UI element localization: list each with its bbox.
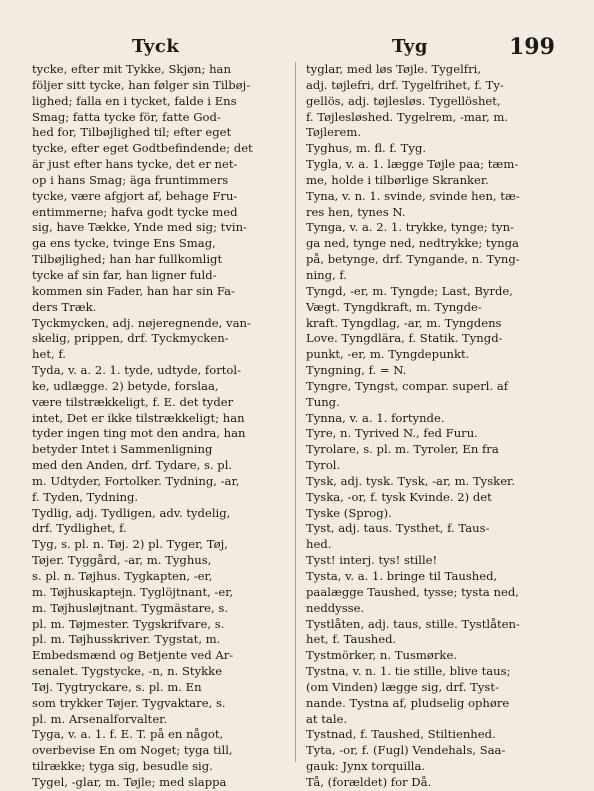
- text-line: på, betynge, drf. Tyngande, n. Tyng-: [306, 252, 520, 267]
- text-line: ders Træk.: [32, 299, 97, 314]
- text-line: Smag; fatta tycke för, fatte God-: [32, 109, 221, 124]
- text-line: Tystna, v. n. 1. tie stille, blive taus;: [306, 664, 511, 679]
- text-line: f. Tyden, Tydning.: [32, 489, 139, 504]
- text-line: Tyske (Sprog).: [306, 505, 392, 520]
- text-line: Tystlåten, adj. taus, stille. Tystlåten-: [306, 616, 520, 631]
- text-line: Tyda, v. a. 2. 1. tyde, udtyde, fortol-: [32, 363, 241, 378]
- column-divider: [295, 62, 296, 762]
- text-line: tycke, efter eget Godtbefindende; det: [32, 141, 253, 156]
- page-header: [0, 0, 594, 58]
- text-line: är just efter hans tycke, det er net-: [32, 157, 238, 172]
- text-line: være tilstrækkeligt, f. E. det tyder: [32, 394, 234, 409]
- text-line: intet, Det er ikke tilstrækkeligt; han: [32, 410, 245, 425]
- text-line: ke, udlægge. 2) betyde, forslaa,: [32, 378, 219, 393]
- text-line: Tyckmycken, adj. nøjeregnende, van-: [32, 315, 251, 330]
- text-line: drf. Tydlighet, f.: [32, 521, 127, 536]
- text-line: tycke af sin far, han ligner fuld-: [32, 267, 217, 282]
- text-line: Tyska, -or, f. tysk Kvinde. 2) det: [306, 489, 492, 504]
- text-line: Tynna, v. a. 1. fortynde.: [306, 410, 445, 425]
- text-line: Tøjer. Tyggård, -ar, m. Tyghus,: [32, 553, 212, 568]
- left-column: [32, 62, 294, 791]
- text-line: Tyngd, -er, m. Tyngde; Last, Byrde,: [306, 283, 513, 298]
- text-line: entimmerne; hafva godt tycke med: [32, 204, 238, 219]
- text-line: med den Anden, drf. Tydare, s. pl.: [32, 458, 233, 473]
- text-line: Tyngre, Tyngst, compar. superl. af: [306, 378, 509, 393]
- left-guide-word: Tyck: [132, 36, 180, 57]
- text-line: Tyna, v. n. 1. svinde, svinde hen, tæ-: [306, 188, 520, 203]
- text-line: som trykker Tøjer. Tygvaktare, s.: [32, 695, 226, 710]
- text-line: tyglar, med løs Tøjle. Tygelfri,: [306, 62, 482, 76]
- text-line: m. Tøjhuskaptejn. Tyglöjtnant, -er,: [32, 584, 234, 599]
- text-line: overbevise En om Noget; tyga till,: [32, 743, 233, 758]
- text-line: Tystnad, f. Taushed, Stiltienhed.: [306, 727, 496, 742]
- text-line: tyder ingen ting mot den andra, han: [32, 426, 246, 441]
- text-line: ga ens tycke, tvinge Ens Smag,: [32, 236, 216, 251]
- text-line: Love. Tyngdlära, f. Statik. Tyngd-: [306, 331, 503, 346]
- text-line: het, f. Taushed.: [306, 632, 397, 647]
- text-line: sig, have Tække, Ynde med sig; tvin-: [32, 220, 247, 235]
- text-line: punkt, -er, m. Tyngdepunkt.: [306, 347, 470, 362]
- text-line: adj. tøjlefri, drf. Tygelfrihet, f. Ty-: [306, 77, 504, 92]
- text-line: Tygla, v. a. 1. lægge Tøjle paa; tæm-: [306, 157, 519, 172]
- text-line: op i hans Smag; äga fruntimmers: [32, 172, 229, 187]
- text-line: at tale.: [306, 711, 348, 726]
- text-line: pl. m. Tøjmester. Tygskrifvare, s.: [32, 616, 225, 631]
- text-line: Tøjlerem.: [306, 125, 362, 140]
- text-line: betyder Intet i Sammenligning: [32, 442, 213, 457]
- text-line: Tyre, n. Tyrived N., fed Furu.: [306, 426, 478, 441]
- text-line: tycke, efter mit Tykke, Skjøn; han: [32, 62, 231, 76]
- text-line: Vægt. Tyngdkraft, m. Tyngde-: [306, 299, 482, 314]
- text-line: Tyst, adj. taus. Tysthet, f. Taus-: [306, 521, 490, 536]
- text-line: tilrække; tyga sig, besudle sig.: [32, 759, 213, 774]
- text-line: pl. m. Tøjhusskriver. Tygstat, m.: [32, 632, 221, 647]
- text-line: s. pl. n. Tøjhus. Tygkapten, -er,: [32, 569, 213, 583]
- text-line: ning, f.: [306, 267, 347, 282]
- text-line: hed.: [306, 537, 332, 552]
- text-line: Tygel, -glar, m. Tøjle; med slappa: [32, 774, 227, 789]
- text-line: Tyg, s. pl. n. Tøj. 2) pl. Tyger, Tøj,: [32, 537, 228, 552]
- text-line: paalægge Taushed, tysse; tysta ned,: [306, 584, 519, 599]
- text-line: nande. Tystna af, pludselig ophøre: [306, 695, 510, 710]
- text-line: gellös, adj. tøjlesløs. Tygellöshet,: [306, 93, 501, 108]
- text-line: Tynga, v. a. 2. 1. trykke, tynge; tyn-: [306, 220, 514, 235]
- text-line: Tyga, v. a. 1. f. E. T. på en något,: [32, 727, 224, 742]
- text-line: Tystmörker, n. Tusmørke.: [306, 648, 458, 663]
- text-line: Tysk, adj. tysk. Tysk, -ar, m. Tysker.: [306, 473, 516, 488]
- right-column: [306, 62, 570, 791]
- text-line: gauk: Jynx torquilla.: [306, 759, 426, 774]
- text-line: lighed; falla en i tycket, falde i Ens: [32, 93, 237, 108]
- text-line: neddysse.: [306, 600, 365, 615]
- text-line: Tå, (forældet) for Då.: [306, 774, 432, 789]
- right-guide-word: Tyg: [392, 36, 428, 57]
- text-line: me, holde i tilbørlige Skranker.: [306, 172, 489, 187]
- text-line: (om Vinden) lægge sig, drf. Tyst-: [306, 679, 499, 694]
- text-line: skelig, prippen, drf. Tyckmycken-: [32, 331, 229, 346]
- text-line: Tyghus, m. fl. f. Tyg.: [306, 141, 427, 156]
- text-line: f. Tøjlesløshed. Tygelrem, -mar, m.: [306, 109, 509, 124]
- text-line: Tyta, -or, f. (Fugl) Vendehals, Saa-: [306, 743, 506, 758]
- text-line: pl. m. Arsenalforvalter.: [32, 711, 168, 726]
- text-line: Tyrol.: [306, 458, 341, 473]
- text-line: Tyrolare, s. pl. m. Tyroler, En fra: [306, 442, 499, 457]
- text-line: ga ned, tynge ned, nedtrykke; tynga: [306, 236, 519, 251]
- text-line: m. Udtyder, Fortolker. Tydning, -ar,: [32, 473, 240, 488]
- text-line: senalet. Tygstycke, -n, n. Stykke: [32, 664, 223, 679]
- text-line: Tung.: [306, 394, 340, 409]
- text-line: m. Tøjhusløjtnant. Tygmästare, s.: [32, 600, 229, 615]
- text-line: res hen, tynes N.: [306, 204, 406, 219]
- text-line: tycke, være afgjort af, behage Fru-: [32, 188, 238, 203]
- page-number: 199: [509, 34, 555, 60]
- text-line: hed for, Tilbøjlighed til; efter eget: [32, 125, 232, 140]
- text-line: Tilbøjlighed; han har fullkomligt: [32, 252, 223, 267]
- text-line: Tøj. Tygtryckare, s. pl. m. En: [32, 679, 202, 694]
- text-line: kraft. Tyngdlag, -ar, m. Tyngdens: [306, 315, 502, 330]
- text-line: Tyngning, f. = N.: [306, 363, 407, 378]
- text-line: het, f.: [32, 347, 66, 362]
- text-line: kommen sin Fader, han har sin Fa-: [32, 283, 235, 298]
- text-line: Tyst! interj. tys! stille!: [306, 553, 438, 568]
- text-line: Tydlig, adj. Tydligen, adv. tydelig,: [32, 505, 231, 520]
- text-line: Tysta, v. a. 1. bringe til Taushed,: [306, 569, 498, 583]
- text-line: Embedsmænd og Betjente ved Ar-: [32, 648, 234, 663]
- text-line: följer sitt tycke, han følger sin Tilbøj-: [32, 77, 251, 92]
